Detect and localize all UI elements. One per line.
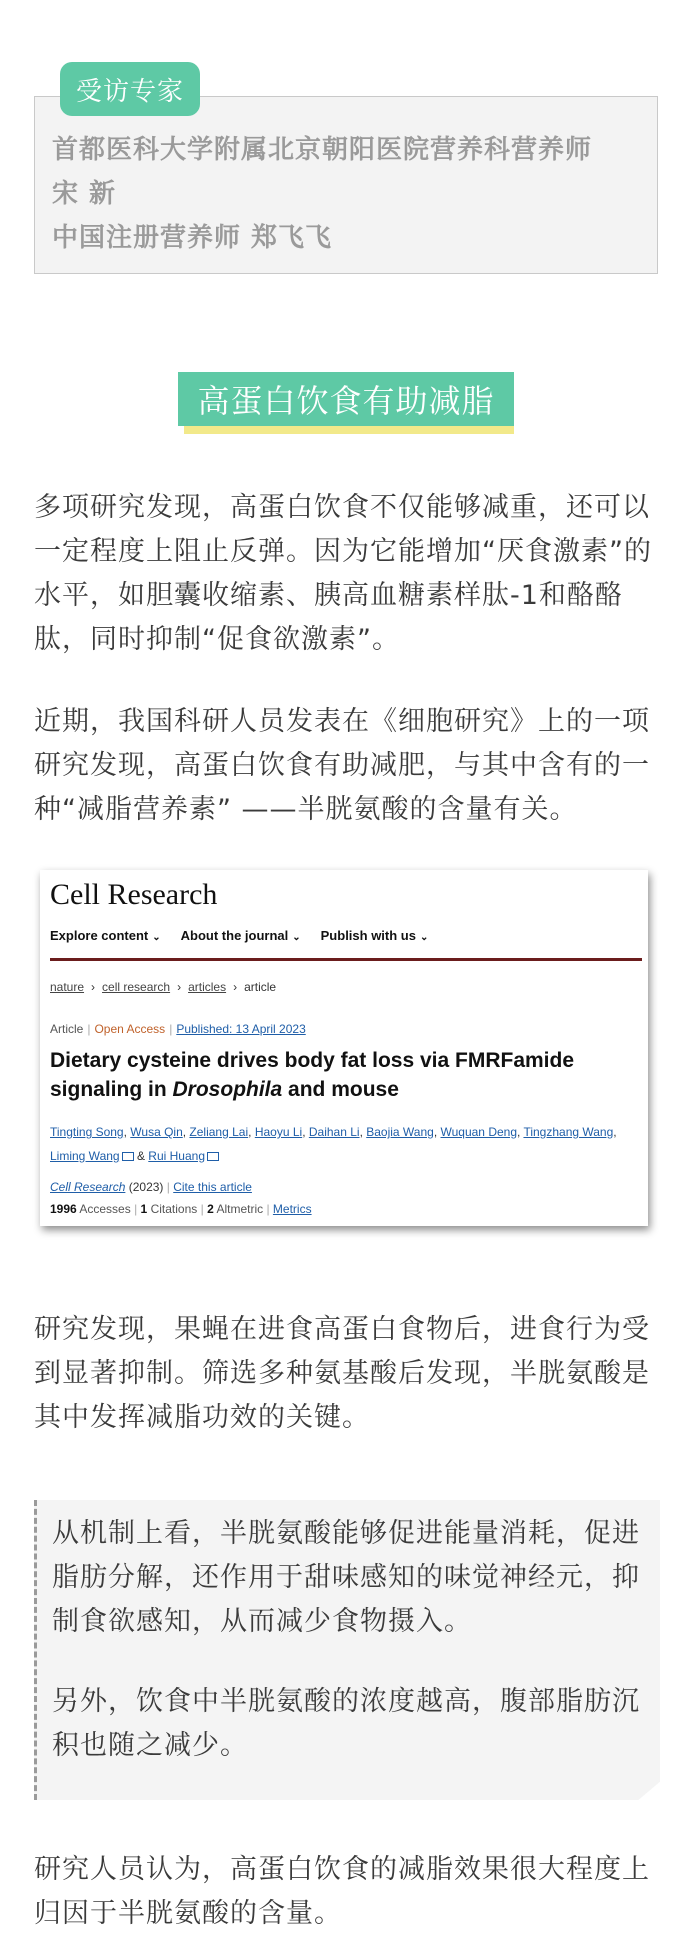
expert-badge: 受访专家 <box>60 62 200 116</box>
breadcrumb <box>50 980 276 994</box>
expert-line-2: 宋 新 <box>52 179 117 209</box>
article-meta: Article | Open Access | Published: 13 April 2023 <box>50 1022 306 1036</box>
chevron-right-icon: › <box>91 980 96 994</box>
paragraph-1: 多项研究发现，高蛋白饮食不仅能够减重，还可以一定程度上阻止反弹。因为它能增加“厌食激素”的水平，如胆囊收缩素、胰高血糖素样肽-1和酪酪肽，同时抑制“促食欲激素”。 <box>34 492 652 655</box>
email-icon[interactable] <box>122 1152 134 1161</box>
nav-explore-content[interactable]: Explore content ⌄ <box>50 928 161 943</box>
published-date[interactable]: Published: 13 April 2023 <box>176 1022 306 1036</box>
crumb-cell-research[interactable]: cell research <box>102 980 171 994</box>
corner-fold <box>636 1780 662 1802</box>
paragraph-5: 另外，饮食中半胱氨酸的浓度越高，腹部脂肪沉积也随之减少。 <box>52 1686 640 1761</box>
author-link[interactable]: Rui Huang <box>148 1149 205 1163</box>
expert-info <box>52 128 662 260</box>
section-title: 高蛋白饮食有助减脂 <box>197 382 495 420</box>
article-type: Article <box>50 1022 84 1036</box>
journal-nav <box>50 928 428 943</box>
author-link[interactable]: Baojia Wang <box>366 1125 434 1139</box>
author-link[interactable]: Tingzhang Wang <box>523 1125 614 1139</box>
journal-rule <box>50 958 642 961</box>
paragraph-6: 研究人员认为，高蛋白饮食的减脂效果很大程度上归因于半胱氨酸的含量。 <box>34 1854 650 1929</box>
metrics-link[interactable]: Metrics <box>272 1202 312 1216</box>
expert-line-1: 首都医科大学附属北京朝阳医院营养科营养师 <box>52 135 593 165</box>
author-link[interactable]: Tingting Song <box>50 1125 124 1139</box>
nav-publish-with-us[interactable]: Publish with us ⌄ <box>320 928 429 943</box>
journal-name: Cell Research <box>50 878 218 911</box>
citation-line: Cell Research (2023) | Cite this article <box>50 1180 252 1194</box>
paragraph-2: 近期，我国科研人员发表在《细胞研究》上的一项研究发现，高蛋白饮食有助减肥，与其中含有的一种“减脂营养素” ——半胱氨酸的含量有关。 <box>34 706 650 825</box>
paragraph-4: 从机制上看，半胱氨酸能够促进能量消耗，促进脂肪分解，还作用于甜味感知的味觉神经元，抑制食欲感知，从而减少食物摄入。 <box>52 1518 640 1637</box>
expert-line-3: 中国注册营养师 郑飞飞 <box>52 223 333 253</box>
cite-this-article-link[interactable]: Cite this article <box>173 1180 252 1194</box>
author-link[interactable]: Daihan Li <box>308 1125 360 1139</box>
chevron-down-icon: ⌄ <box>152 932 161 943</box>
chevron-down-icon: ⌄ <box>419 932 429 943</box>
article-metrics: 1996 Accesses | 1 Citations | 2 Altmetric | Metrics <box>50 1202 312 1216</box>
paragraph-3: 研究发现，果蝇在进食高蛋白食物后，进食行为受到显著抑制。筛选多种氨基酸后发现，半胱氨酸是其中发挥减脂功效的关键。 <box>34 1314 650 1433</box>
open-access-label: Open Access <box>94 1022 166 1036</box>
email-icon[interactable] <box>207 1152 219 1161</box>
nav-about-journal[interactable]: About the journal ⌄ <box>180 928 301 943</box>
author-link[interactable]: Wuquan Deng <box>440 1125 517 1139</box>
author-link[interactable]: Haoyu Li <box>254 1125 303 1139</box>
chevron-right-icon: › <box>177 980 182 994</box>
section-heading <box>178 372 514 434</box>
crumb-articles[interactable]: articles <box>188 980 227 994</box>
chevron-right-icon: › <box>233 980 238 994</box>
chevron-down-icon: ⌄ <box>292 932 301 943</box>
article-title: Dietary cysteine drives body fat loss via FMRFamide signaling in Drosophila and mouse <box>50 1049 575 1101</box>
cite-journal[interactable]: Cell Research <box>50 1180 126 1194</box>
crumb-current: article <box>244 980 277 994</box>
paper-screenshot <box>40 870 648 1226</box>
author-link[interactable]: Wusa Qin <box>130 1125 183 1139</box>
author-link[interactable]: Liming Wang <box>50 1149 120 1163</box>
author-list: Tingting Song, Wusa Qin, Zeliang Lai, Haoyu Li, Daihan Li, Baojia Wang, Wuquan Deng, Tingzhang Wang, Liming Wang & Rui Huang <box>50 1125 617 1163</box>
crumb-nature[interactable]: nature <box>50 980 85 994</box>
author-link[interactable]: Zeliang Lai <box>189 1125 249 1139</box>
